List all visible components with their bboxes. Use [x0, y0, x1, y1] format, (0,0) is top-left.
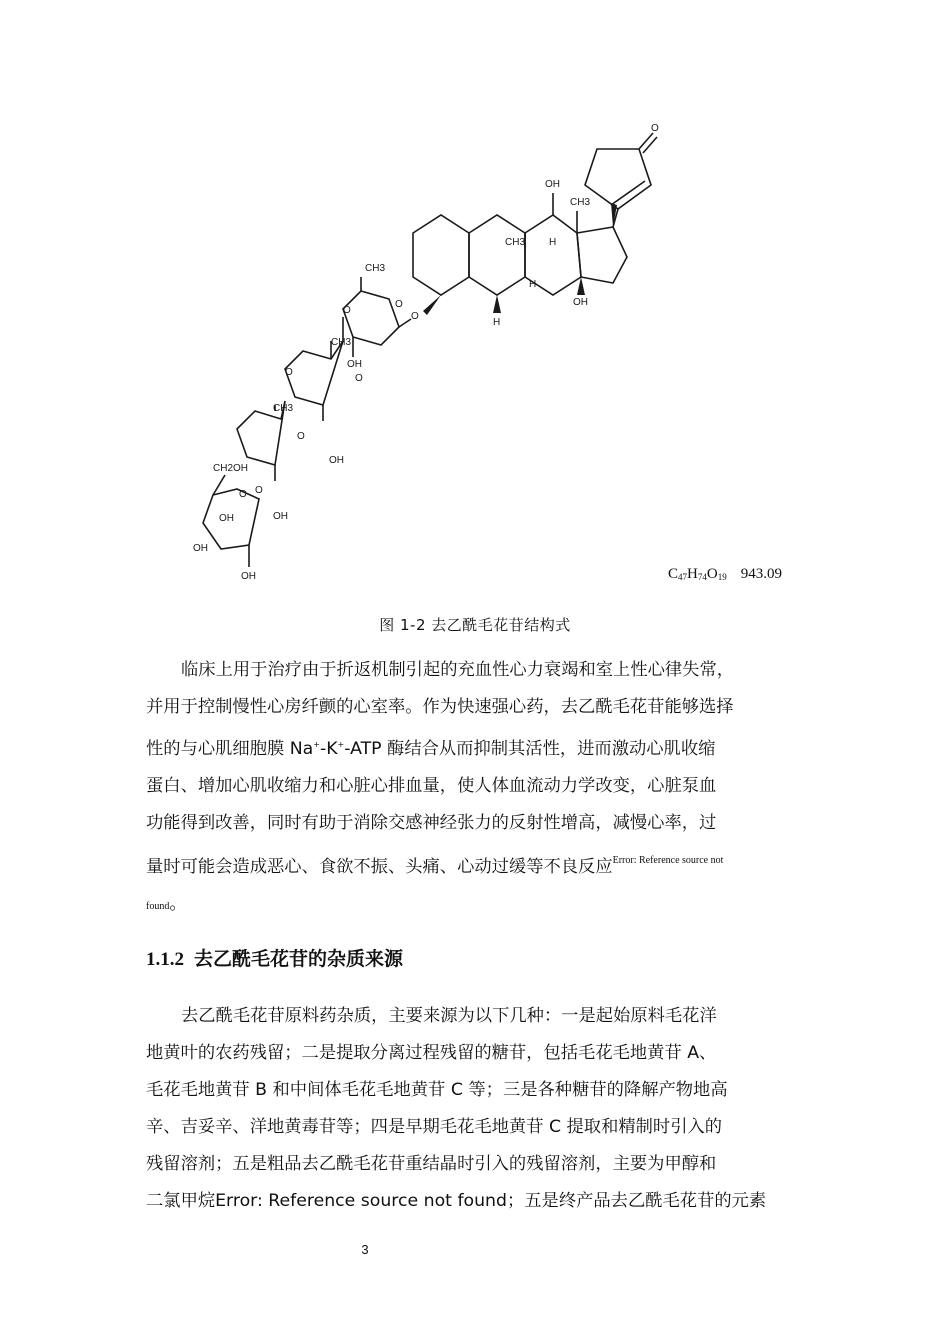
section-number: 1.1.2	[146, 949, 184, 970]
ch2oh-label: CH2OH	[213, 463, 249, 474]
oh-s1-label: OH	[347, 359, 362, 370]
paragraph-clinical-use	[146, 652, 806, 925]
chemical-structure-figure	[185, 105, 685, 595]
oh-g1-label: OH	[219, 513, 234, 524]
paragraph-line: 二氯甲烷Error: Reference source not found；五是终产品去乙酰毛花苷的元素	[146, 1191, 767, 1211]
oh-s2-label: OH	[329, 455, 344, 466]
ring-a	[413, 215, 469, 295]
paragraph-line: 辛、吉妥辛、洋地黄毒苷等；四是早期毛花毛地黄苷 C 提取和精制时引入的	[146, 1117, 723, 1137]
sugar-ring-1	[343, 291, 399, 345]
o-3-label: O	[411, 311, 419, 322]
o-link3-label: O	[255, 485, 263, 496]
oh-14-label: OH	[573, 297, 588, 308]
c5-wedge	[493, 295, 501, 313]
ring-o-2-label: O	[355, 373, 363, 384]
o-link2-label: O	[285, 367, 293, 378]
o-link1-label: O	[343, 305, 351, 316]
figure-caption: 图 1-2 去乙酰毛花苷结构式	[379, 616, 571, 634]
ring-d	[577, 227, 627, 283]
ketone-o-label: O	[651, 123, 659, 134]
page-number: 3	[361, 1242, 369, 1257]
ch3-s2-label: CH3	[331, 337, 352, 348]
oh-g2-label: OH	[193, 543, 208, 554]
structure-svg	[185, 105, 685, 595]
ch3-s3-label: CH3	[273, 403, 294, 414]
paragraph-line: 残留溶剂；五是粗品去乙酰毛花苷重结晶时引入的残留溶剂，主要为甲醇和	[146, 1154, 717, 1174]
paragraph-line: 蛋白、增加心肌收缩力和心脏心排血量，使人体血流动力学改变，心脏泵血	[146, 776, 717, 796]
reference-error: Error: Reference source not	[612, 855, 724, 866]
molecular-weight: 943.09	[740, 566, 782, 582]
paragraph-impurity-sources	[146, 998, 806, 1220]
ring-o-3-label: O	[297, 431, 305, 442]
h-5-label: H	[493, 317, 501, 328]
paragraph-line: found。	[146, 894, 187, 914]
paragraph-line: 毛花毛地黄苷 B 和中间体毛花毛地黄苷 C 等；三是各种糖苷的降解产物地高	[146, 1080, 728, 1100]
ring-o-4-label: O	[239, 489, 247, 500]
oh-12-label: OH	[545, 179, 560, 190]
paragraph-line: 功能得到改善，同时有助于消除交感神经张力的反射性增高，减慢心率，过	[146, 813, 717, 833]
oh-s3-label: OH	[273, 511, 288, 522]
paragraph-line: 地黄叶的农药残留；二是提取分离过程残留的糖苷，包括毛花毛地黄苷 A、	[146, 1043, 717, 1063]
paragraph-line: 临床上用于治疗由于折返机制引起的充血性心力衰竭和室上性心律失常，	[181, 660, 735, 680]
paragraph-line: 量时可能会造成恶心、食欲不振、头痛、心动过缓等不良反应$^{Error: Reference source not}$	[146, 855, 724, 877]
paragraph-line: 去乙酰毛花苷原料药杂质，主要来源为以下几种：一是起始原料毛花洋	[181, 1006, 717, 1026]
ch3-s1-label: CH3	[365, 263, 386, 274]
paragraph-line: 并用于控制慢性心房纤颤的心室率。作为快速强心药，去乙酰毛花苷能够选择	[146, 697, 734, 717]
oh-g3-label: OH	[241, 571, 256, 582]
carbonyl-bond	[639, 133, 653, 149]
ch3-10-label: CH3	[505, 237, 526, 248]
section-title: 去乙酰毛花苷的杂质来源	[194, 948, 404, 970]
h-8-label: H	[549, 237, 557, 248]
c3-wedge	[423, 295, 441, 315]
sugar-ring-2	[285, 341, 343, 405]
ch3-13-label: CH3	[570, 197, 591, 208]
ring-b	[469, 215, 525, 295]
paragraph-line: 性的与心肌细胞膜 Na+-K+-ATP 酶结合从而抑制其活性，进而激动心肌收缩	[146, 739, 716, 759]
ring-o-1-label: O	[395, 299, 403, 310]
section-heading	[146, 944, 403, 971]
molecular-formula: $C_{47}H_{74}O_{19}$ 943.09	[668, 566, 782, 582]
h-9-label: H	[529, 279, 537, 290]
